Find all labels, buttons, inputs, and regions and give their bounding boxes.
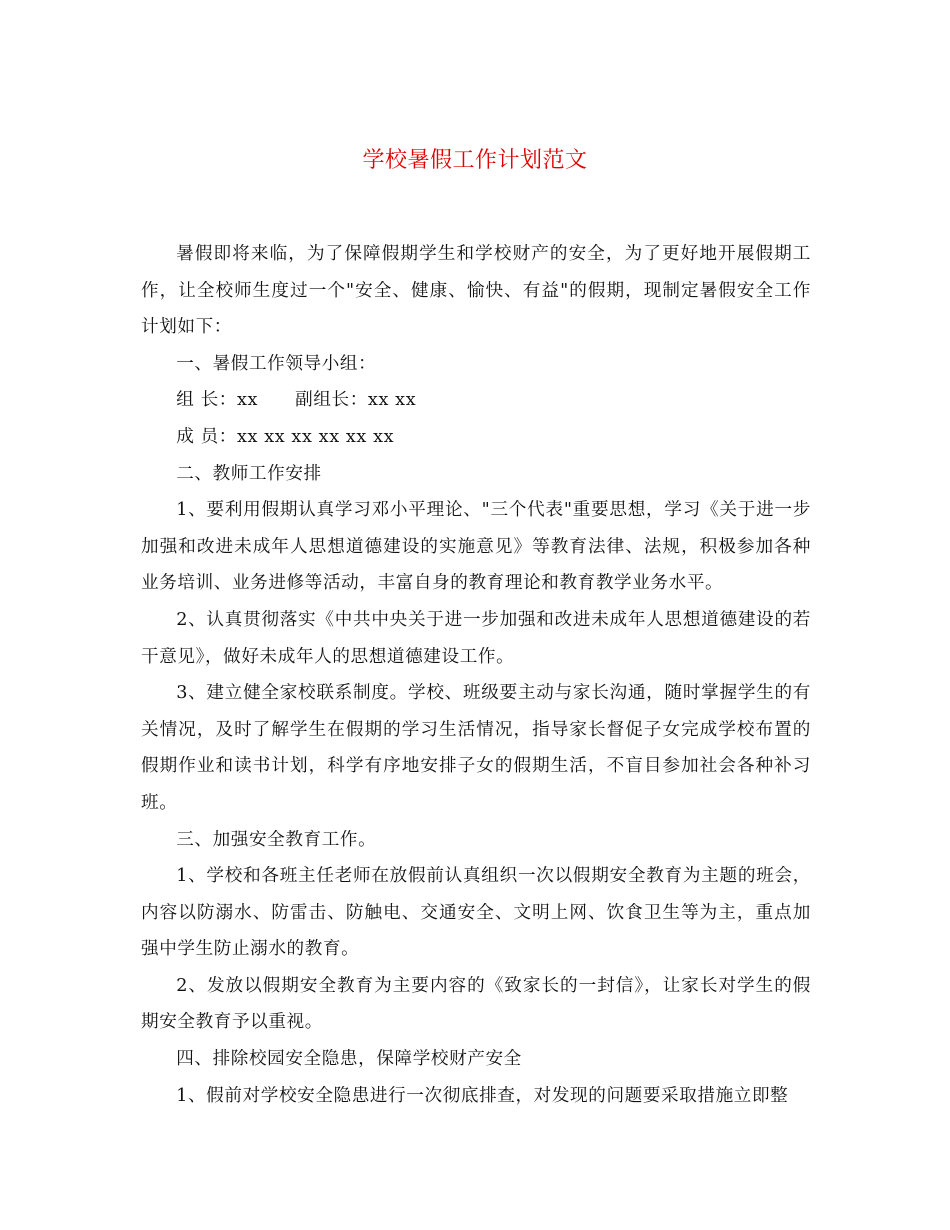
paragraph-teacher-item-3: 3、建立健全家校联系制度。学校、班级要主动与家长沟通，随时掌握学生的有关情况，及时了解学生在假期的学习生活情况，指导家长督促子女完成学校布置的假期作业和读书计划，科学有序地安排子女的假期生活，不盲目参加社会各种补习班。 <box>141 683 811 813</box>
heading-teacher-arrangement: 二、教师工作安排 <box>176 463 322 484</box>
heading-leadership-group: 一、暑假工作领导小组： <box>176 353 377 374</box>
leader-line: 组 长：xx 副组长：xx xx <box>176 390 417 411</box>
paragraph-safety-item-1: 1、学校和各班主任老师在放假前认真组织一次以假期安全教育为主题的班会，内容以防溺水、防雷击、防触电、交通安全、文明上网、饮食卫生等为主，重点加强中学生防止溺水的教育。 <box>141 866 811 960</box>
paragraph-teacher-item-2: 2、认真贯彻落实《中共中央关于进一步加强和改进未成年人思想道德建设的若干意见》，做好未成年人的思想道德建设工作。 <box>141 609 811 667</box>
paragraph-teacher-item-1: 1、要利用假期认真学习邓小平理论、"三个代表"重要思想，学习《关于进一步加强和改进未成年人思想道德建设的实施意见》等教育法律、法规，积极参加各种业务培训、业务进修等活动，丰富自身的教育理论和教育教学业务水平。 <box>141 500 811 594</box>
paragraph-safety-item-2: 2、发放以假期安全教育为主要内容的《致家长的一封信》，让家长对学生的假期安全教育予以重视。 <box>141 975 811 1033</box>
paragraph-intro: 暑假即将来临，为了保障假期学生和学校财产的安全，为了更好地开展假期工作，让全校师生度过一个"安全、健康、愉快、有益"的假期，现制定暑假安全工作计划如下： <box>141 244 811 338</box>
document-title: 学校暑假工作计划范文 <box>362 148 588 173</box>
paragraph-hazard-item-1: 1、假前对学校安全隐患进行一次彻底排查，对发现的问题要采取措施立即整 <box>176 1085 789 1106</box>
heading-safety-education: 三、加强安全教育工作。 <box>176 829 377 850</box>
document-body <box>141 236 811 1114</box>
heading-campus-hazards: 四、排除校园安全隐患，保障学校财产安全 <box>176 1049 522 1070</box>
members-line: 成 员：xx xx xx xx xx xx <box>176 426 395 447</box>
